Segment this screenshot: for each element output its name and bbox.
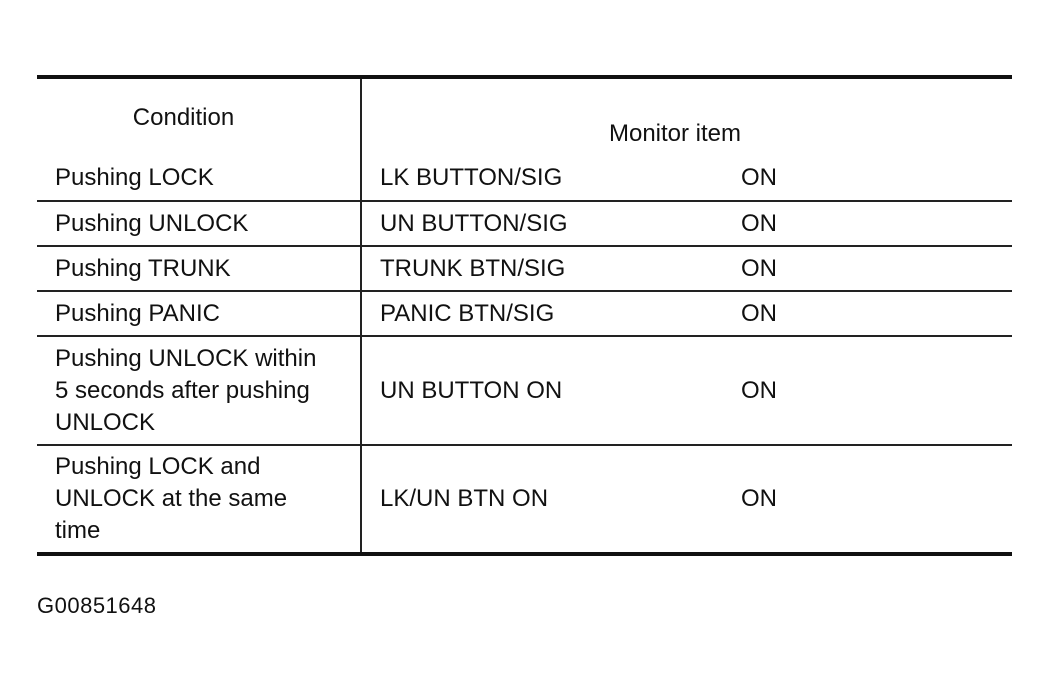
value-cell: ON (703, 336, 1012, 445)
value-cell: ON (741, 164, 777, 191)
value-cell: ON (703, 201, 1012, 246)
table-row (37, 156, 1012, 201)
condition-line: UNLOCK (55, 408, 156, 436)
figure-code: G00851648 (37, 593, 157, 618)
monitor-item-table (37, 75, 1012, 556)
condition-cell (37, 336, 361, 445)
table-row (37, 201, 1012, 246)
monitor-item-cell: UN BUTTON ON (361, 336, 703, 445)
value-cell: ON (703, 246, 1012, 291)
monitor-item-cell: LK/UN BTN ON (361, 445, 703, 554)
table-header-row (37, 77, 1012, 156)
condition-cell: Pushing PANIC (37, 291, 361, 336)
table-row (37, 246, 1012, 291)
condition-line: Pushing UNLOCK within (55, 344, 317, 372)
table-row (37, 445, 1012, 554)
condition-cell: Pushing UNLOCK (37, 201, 361, 246)
value-cell: ON (703, 445, 1012, 554)
monitor-item-cell: PANIC BTN/SIG (361, 291, 703, 336)
monitor-item-cell: UN BUTTON/SIG (361, 201, 703, 246)
condition-line: UNLOCK at the same (55, 485, 288, 512)
monitor-item-cell: LK BUTTON/SIG (380, 164, 563, 191)
condition-cell: Pushing TRUNK (37, 246, 361, 291)
condition-cell: Pushing LOCK (37, 156, 361, 201)
condition-line: Pushing LOCK and (55, 453, 261, 480)
condition-line: 5 seconds after pushing (55, 376, 310, 404)
header-monitor-item: Monitor item (608, 120, 742, 147)
table-row (37, 291, 1012, 336)
value-cell: ON (703, 291, 1012, 336)
header-condition: Condition (37, 77, 361, 156)
condition-line: time (55, 517, 101, 544)
table-row (37, 336, 1012, 445)
monitor-item-cell: TRUNK BTN/SIG (361, 246, 703, 291)
condition-cell (37, 445, 361, 554)
